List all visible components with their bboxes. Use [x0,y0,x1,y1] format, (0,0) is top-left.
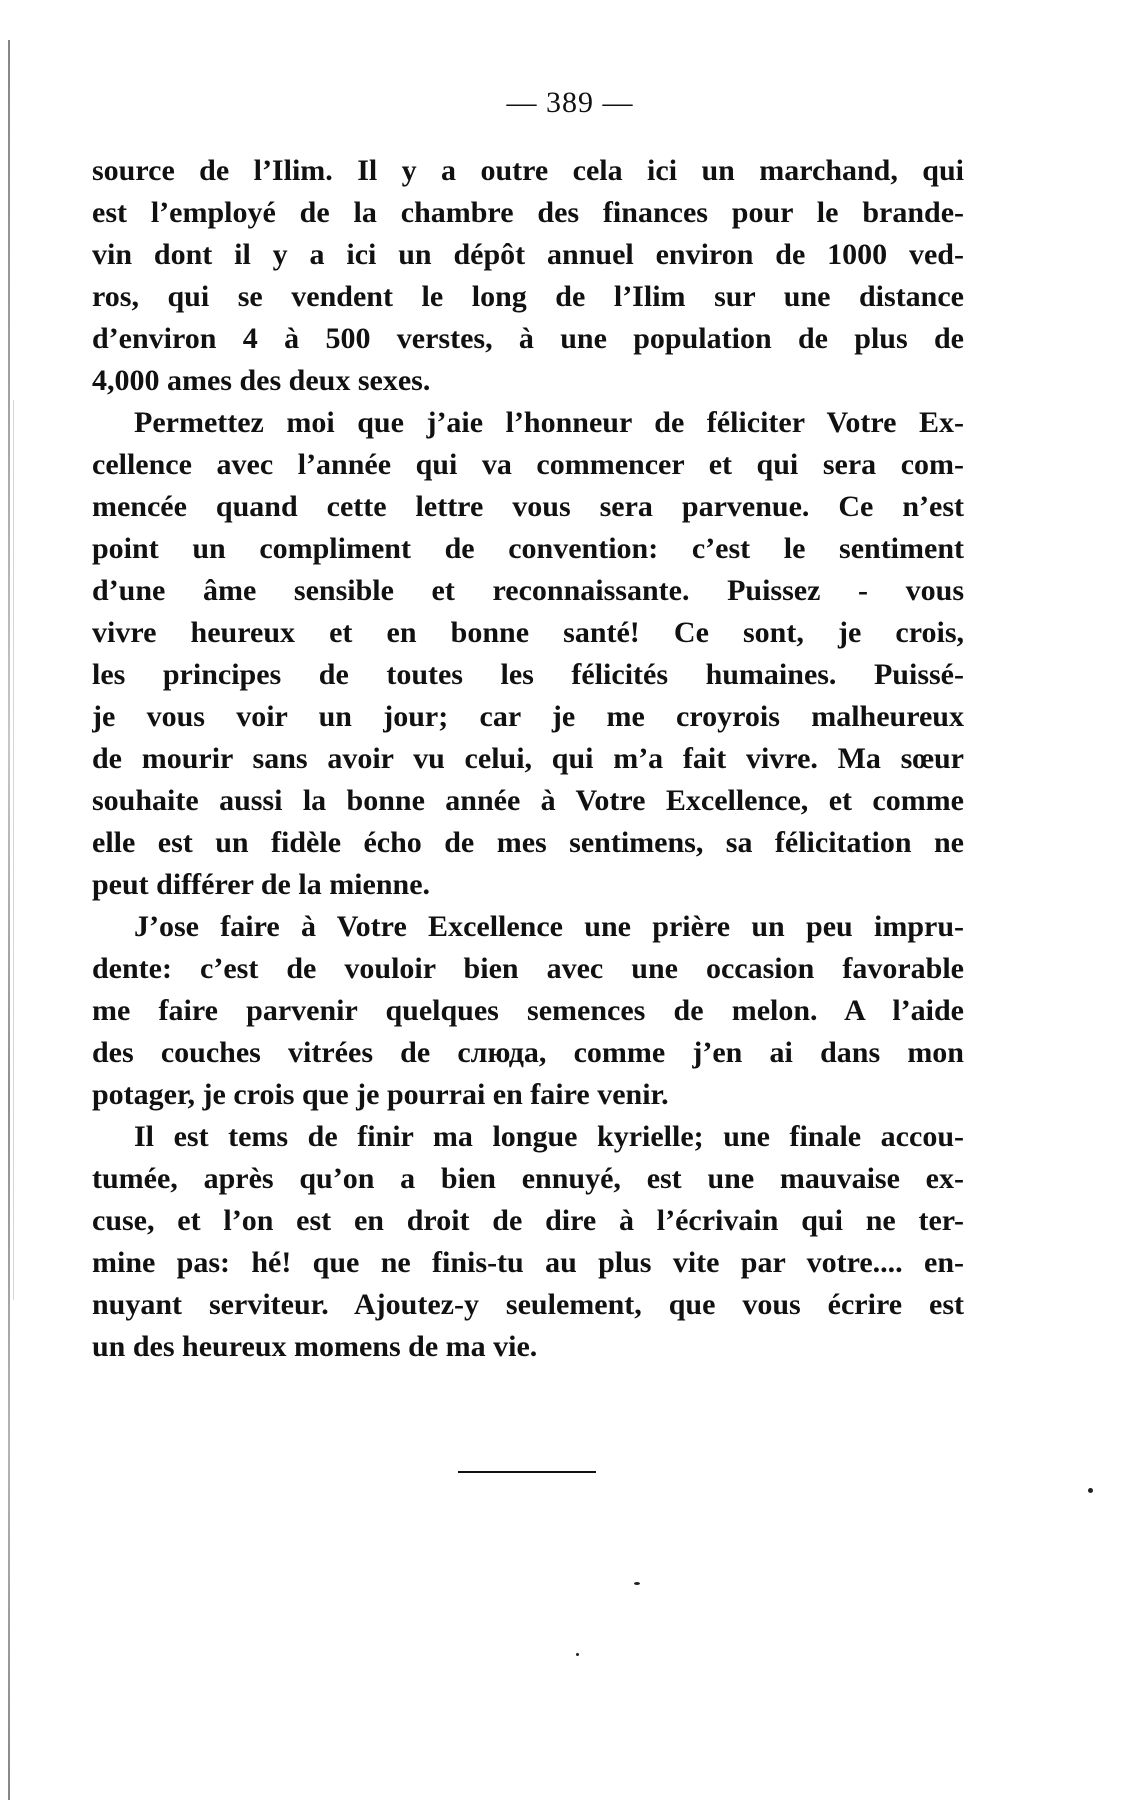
text-line: peut différer de la mienne. [92,868,431,901]
text-line: point un compliment de convention: c’est le sentiment [92,532,964,565]
text-line: ros, qui se vendent le long de l’Ilim sur une distance [92,280,964,313]
closing-rule [458,1471,596,1473]
scan-speck [1088,1488,1093,1493]
text-line: mine pas: hé! que ne finis-tu au plus vite par votre.... en- [92,1246,964,1279]
scan-binding-shadow [13,400,14,1300]
text-line: un des heureux momens de ma vie. [92,1330,538,1363]
text-line: d’une âme sensible et reconnaissante. Puissez - vous [92,574,964,607]
text-line: 4,000 ames des deux sexes. [92,364,431,397]
text-line: elle est un fidèle écho de mes sentimens, sa félicitation ne [92,826,964,859]
scan-speck [634,1582,640,1585]
text-line: me faire parvenir quelques semences de melon. A l’aide [92,994,964,1027]
text-line: souhaite aussi la bonne année à Votre Excellence, et comme [92,784,964,817]
scan-binding-edge [8,40,10,1800]
text-line: tumée, après qu’on a bien ennuyé, est une mauvaise ex- [92,1162,964,1195]
paragraph [92,1116,964,1368]
page-number: — 389 — [506,86,634,119]
paragraph [92,150,964,402]
text-line: cellence avec l’année qui va commencer et qui sera com- [92,448,964,481]
text-line: cuse, et l’on est en droit de dire à l’écrivain qui ne ter- [92,1204,964,1237]
text-line: dente: c’est de vouloir bien avec une occasion favorable [92,952,964,985]
text-line: des couches vitrées de слюда, comme j’en ai dans mon [92,1036,964,1069]
text-line: Permettez moi que j’aie l’honneur de féliciter Votre Ex- [134,406,964,439]
text-line: vin dont il y a ici un dépôt annuel environ de 1000 ved- [92,238,964,271]
text-line: source de l’Ilim. Il y a outre cela ici un marchand, qui [92,154,964,187]
paragraph [92,402,964,906]
text-line: mencée quand cette lettre vous sera parvenue. Ce n’est [92,490,964,523]
text-line: nuyant serviteur. Ajoutez-y seulement, que vous écrire est [92,1288,964,1321]
text-line: vivre heureux et en bonne santé! Ce sont, je crois, [92,616,964,649]
paragraph [92,906,964,1116]
text-line: est l’employé de la chambre des finances pour le brande- [92,196,964,229]
text-line: d’environ 4 à 500 verstes, à une population de plus de [92,322,964,355]
text-line: de mourir sans avoir vu celui, qui m’a fait vivre. Ma sœur [92,742,964,775]
text-line: potager, je crois que je pourrai en faire venir. [92,1078,669,1111]
text-line: J’ose faire à Votre Excellence une prière un peu impru- [134,910,964,943]
body-text [92,150,964,1368]
text-line: je vous voir un jour; car je me croyrois malheureux [92,700,964,733]
scan-speck [576,1653,579,1656]
text-line: Il est tems de finir ma longue kyrielle; une finale accou- [134,1120,964,1153]
text-line: les principes de toutes les félicités humaines. Puissé- [92,658,964,691]
